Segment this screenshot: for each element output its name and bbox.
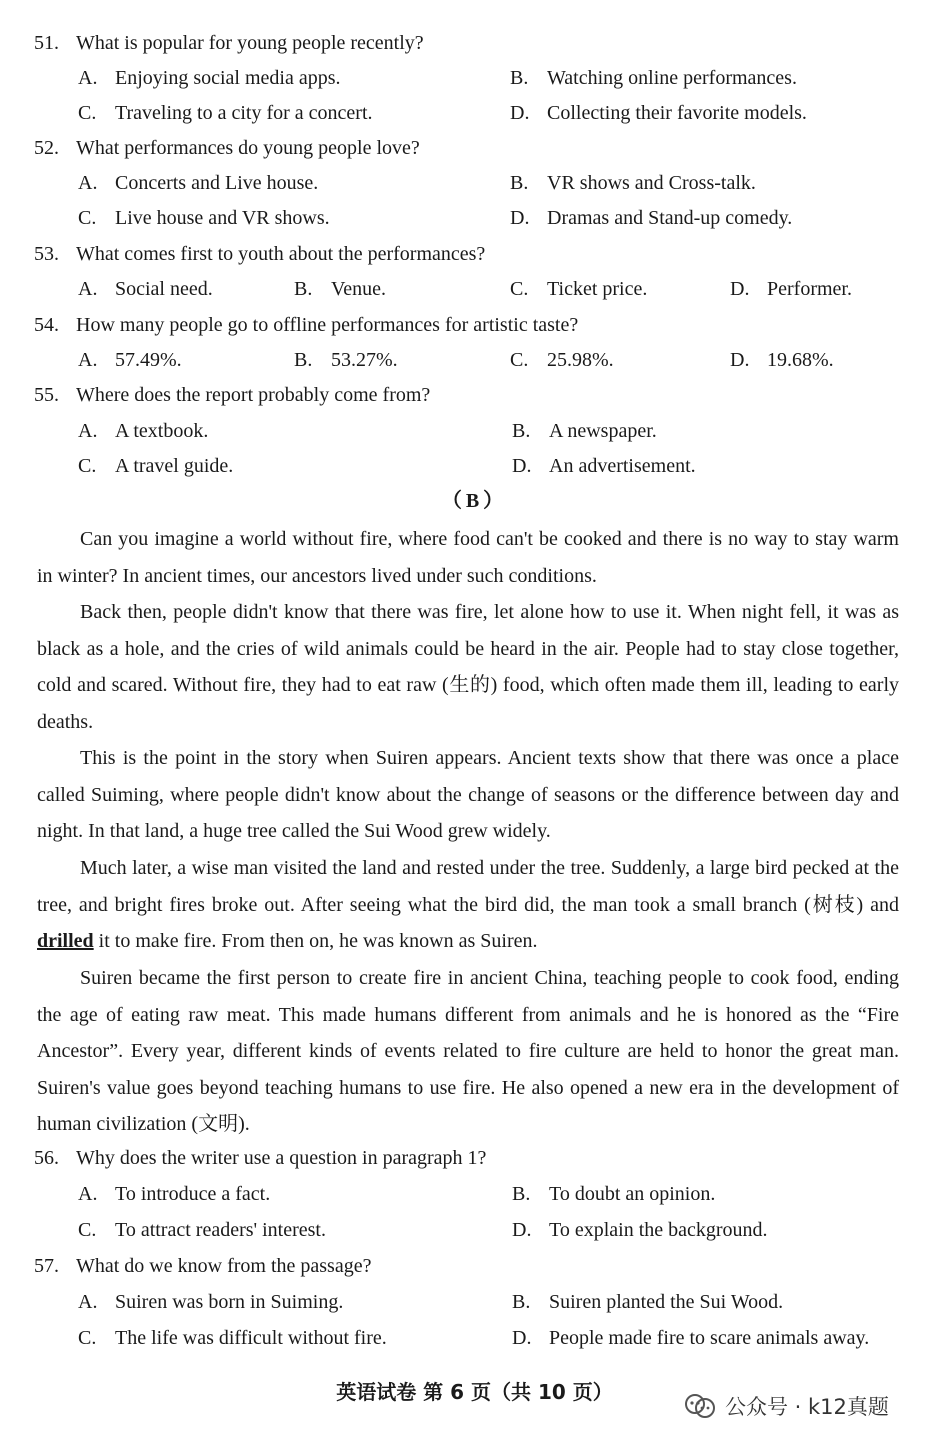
option-letter: A.	[78, 420, 98, 442]
question-number: 55.	[34, 384, 59, 406]
option-letter: D.	[730, 349, 750, 371]
option-letter: C.	[78, 455, 97, 477]
option-54-b	[294, 349, 398, 372]
watermark-text: 公众号 · k12真题	[725, 1395, 889, 1419]
option-text: Suiren was born in Suiming.	[115, 1291, 344, 1313]
option-letter: D.	[510, 102, 530, 124]
option-57-d	[512, 1327, 869, 1350]
option-51-b	[510, 67, 797, 90]
watermark	[683, 1390, 889, 1422]
option-52-b	[510, 172, 756, 195]
option-53-b	[294, 278, 386, 301]
option-text: Venue.	[331, 278, 386, 300]
question-56	[34, 1147, 486, 1170]
option-51-d	[510, 102, 807, 125]
option-54-d	[730, 349, 834, 372]
option-letter: A.	[78, 349, 98, 371]
option-letter: D.	[730, 278, 750, 300]
question-number: 53.	[34, 243, 59, 265]
option-letter: B.	[294, 278, 313, 300]
option-letter: D.	[512, 455, 532, 477]
option-letter: D.	[510, 207, 530, 229]
option-letter: D.	[512, 1219, 532, 1241]
option-56-b	[512, 1183, 715, 1206]
question-text: What do we know from the passage?	[76, 1255, 372, 1277]
option-52-a	[78, 172, 318, 195]
option-text: A newspaper.	[549, 420, 657, 442]
question-57	[34, 1255, 371, 1278]
option-text: A travel guide.	[115, 455, 234, 477]
option-text: To doubt an opinion.	[549, 1183, 716, 1205]
question-55	[34, 384, 430, 407]
option-56-c	[78, 1219, 326, 1242]
option-text: The life was difficult without fire.	[115, 1327, 387, 1349]
option-text: Dramas and Stand-up comedy.	[547, 207, 793, 229]
option-54-a	[78, 349, 182, 372]
section-b-title: （B）	[441, 490, 508, 512]
option-text: Enjoying social media apps.	[115, 67, 341, 89]
option-51-c	[78, 102, 373, 125]
option-57-c	[78, 1327, 387, 1350]
passage-paragraph-2: Back then, people didn't know that there was fire, let alone how to use it. When night fell, it was as black as a hole, and the cries of wild animals could be heard in the air. People had to stay close together, cold and scared. Without fire, they had to eat raw (生的) food, which often made them ill, leading to early deaths.	[37, 601, 899, 733]
option-text: Social need.	[115, 278, 213, 300]
option-letter: B.	[512, 420, 531, 442]
passage-paragraph-4	[37, 850, 899, 960]
option-text: Performer.	[767, 278, 852, 300]
option-letter: B.	[512, 1291, 531, 1313]
option-text: Traveling to a city for a concert.	[115, 102, 373, 124]
option-letter: A.	[78, 1183, 98, 1205]
option-56-a	[78, 1183, 270, 1206]
question-text: Where does the report probably come from?	[76, 384, 431, 406]
option-text: 57.49%.	[115, 349, 182, 371]
question-51	[34, 32, 424, 55]
question-52	[34, 137, 420, 160]
option-text: An advertisement.	[549, 455, 696, 477]
question-text: How many people go to offline performances for artistic taste?	[76, 314, 579, 336]
passage-paragraph-3: This is the point in the story when Suiren appears. Ancient texts show that there was once a place called Suiming, where people didn't know about the change of seasons or the difference between day and night. In that land, a huge tree called the Sui Wood grew widely.	[37, 747, 899, 843]
option-letter: C.	[510, 278, 529, 300]
option-letter: A.	[78, 278, 98, 300]
option-53-a	[78, 278, 213, 301]
option-letter: A.	[78, 67, 98, 89]
question-number: 51.	[34, 32, 59, 54]
passage-paragraph-1: Can you imagine a world without fire, where food can't be cooked and there is no way to stay warm in winter? In ancient times, our ancestors lived under such conditions.	[37, 528, 899, 587]
option-text: Watching online performances.	[547, 67, 797, 89]
option-text: Ticket price.	[547, 278, 648, 300]
option-text: Collecting their favorite models.	[547, 102, 807, 124]
option-letter: B.	[510, 172, 529, 194]
option-text: People made fire to scare animals away.	[549, 1327, 870, 1349]
option-letter: A.	[78, 1291, 98, 1313]
option-letter: D.	[512, 1327, 532, 1349]
option-text: Live house and VR shows.	[115, 207, 330, 229]
option-letter: C.	[78, 1327, 97, 1349]
option-56-d	[512, 1219, 768, 1242]
option-55-a	[78, 420, 208, 443]
option-57-b	[512, 1291, 783, 1314]
question-number: 56.	[34, 1147, 59, 1169]
question-53	[34, 243, 485, 266]
question-text: What is popular for young people recently?	[76, 32, 424, 54]
option-text: To introduce a fact.	[115, 1183, 271, 1205]
option-letter: C.	[78, 102, 97, 124]
paragraph-text: it to make fire. From then on, he was known as Suiren.	[93, 930, 538, 953]
question-54	[34, 314, 578, 337]
option-51-a	[78, 67, 341, 90]
option-text: VR shows and Cross-talk.	[547, 172, 756, 194]
option-letter: B.	[294, 349, 313, 371]
option-letter: A.	[78, 172, 98, 194]
wechat-official-account-icon	[683, 1392, 717, 1420]
option-letter: B.	[512, 1183, 531, 1205]
question-text: What comes first to youth about the performances?	[76, 243, 486, 265]
option-53-c	[510, 278, 647, 301]
passage-paragraph-5: Suiren became the first person to create fire in ancient China, teaching people to cook food, ending the age of eating raw meat. This made humans different from animals and he is honored as the “Fire Ancestor”. Every year, different kinds of events related to fire culture are held to honor the great man. Suiren's value goes beyond teaching humans to use fire. He also opened a new era in the development of human civilization (文明).	[37, 967, 899, 1136]
question-number: 52.	[34, 137, 59, 159]
question-text: What performances do young people love?	[76, 137, 420, 159]
option-text: To attract readers' interest.	[115, 1219, 326, 1241]
option-letter: C.	[78, 207, 97, 229]
paragraph-text: Much later, a wise man visited the land and rested under the tree. Suddenly, a large bird pecked at the tree, and bright fires broke out. After seeing what the bird did, the man took a small branch (树枝) and	[37, 857, 899, 916]
question-number: 54.	[34, 314, 59, 336]
option-55-c	[78, 455, 233, 478]
question-text: Why does the writer use a question in paragraph 1?	[76, 1147, 487, 1169]
option-text: A textbook.	[115, 420, 209, 442]
option-text: Suiren planted the Sui Wood.	[549, 1291, 784, 1313]
option-52-d	[510, 207, 792, 230]
option-54-c	[510, 349, 614, 372]
option-text: To explain the background.	[549, 1219, 768, 1241]
option-letter: C.	[78, 1219, 97, 1241]
page-footer: 英语试卷 第 6 页（共 10 页）	[336, 1380, 613, 1404]
option-text: 25.98%.	[547, 349, 614, 371]
option-57-a	[78, 1291, 343, 1314]
option-52-c	[78, 207, 330, 230]
question-number: 57.	[34, 1255, 59, 1277]
option-letter: B.	[510, 67, 529, 89]
option-55-d	[512, 455, 696, 478]
option-text: 19.68%.	[767, 349, 834, 371]
underlined-word: drilled	[37, 930, 94, 953]
option-53-d	[730, 278, 852, 301]
option-letter: C.	[510, 349, 529, 371]
option-55-b	[512, 420, 657, 443]
option-text: 53.27%.	[331, 349, 398, 371]
option-text: Concerts and Live house.	[115, 172, 319, 194]
